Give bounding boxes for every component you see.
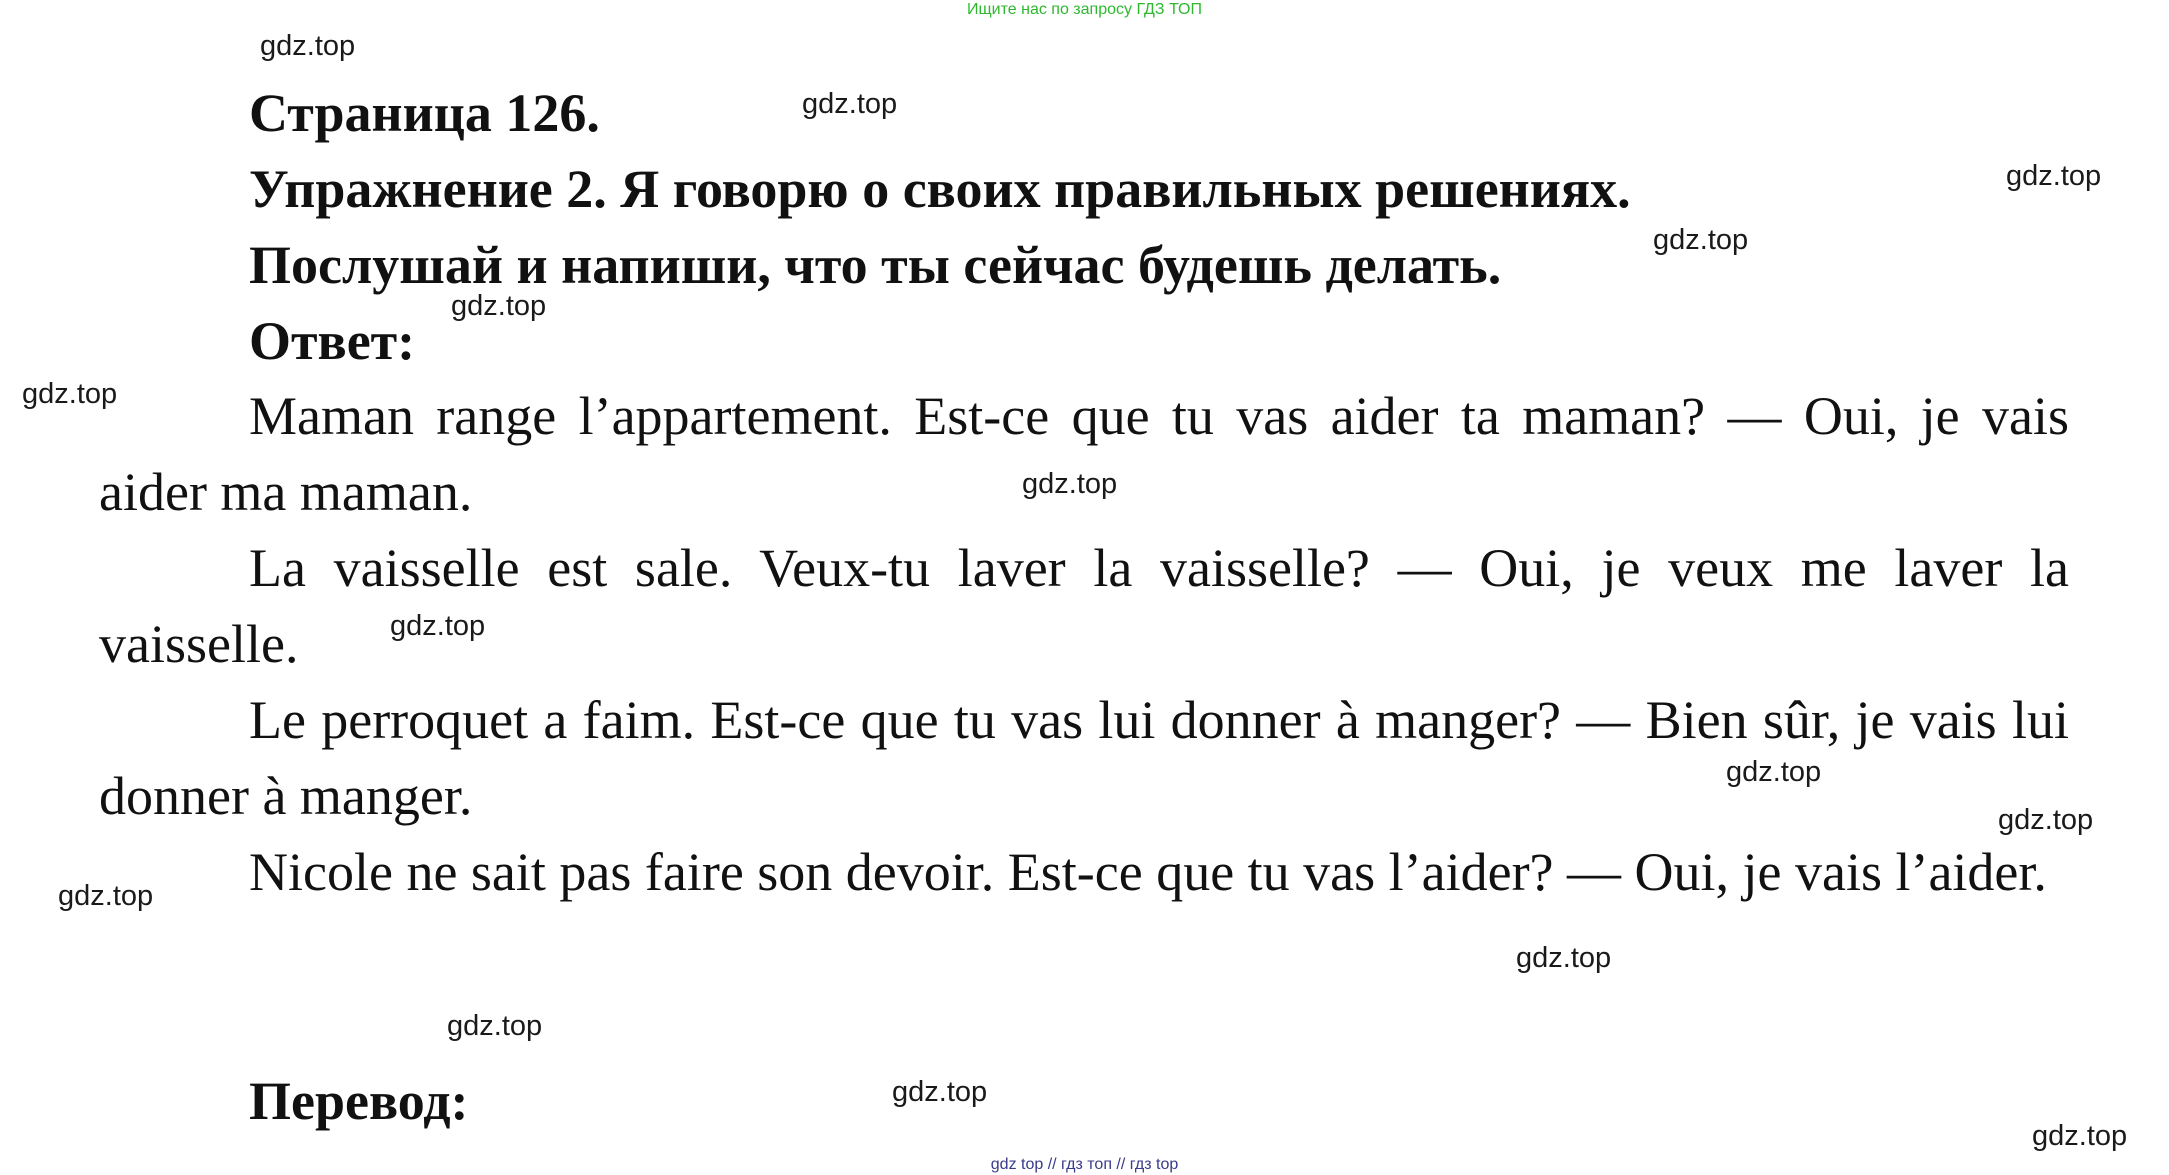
answer-paragraph-3: Le perroquet a faim. Est-ce que tu vas lui donner à manger? — Bien sûr, je vais lui donner à manger.: [99, 690, 2069, 826]
watermark: gdz.top: [22, 378, 118, 410]
watermark: gdz.top: [2006, 160, 2102, 192]
translation-label: Перевод:: [249, 1071, 469, 1131]
watermark: gdz.top: [1516, 942, 1612, 974]
watermark: gdz.top: [892, 1076, 988, 1108]
watermark: gdz.top: [451, 290, 547, 322]
answer-label: Ответ:: [249, 311, 416, 371]
top-banner: Ищите нас по запросу ГДЗ ТОП: [967, 1, 1202, 18]
watermark: gdz.top: [1022, 468, 1118, 500]
watermark: gdz.top: [1653, 224, 1749, 256]
exercise-instruction: Послушай и напиши, что ты сейчас будешь делать.: [249, 235, 1502, 295]
exercise-title: Упражнение 2. Я говорю о своих правильных решениях.: [249, 159, 1631, 219]
footer-links[interactable]: gdz top // гдз топ // гдз top: [990, 1156, 1179, 1173]
page-title: Страница 126.: [249, 83, 600, 143]
answer-paragraph-2: La vaisselle est sale. Veux-tu laver la vaisselle? — Oui, je veux me laver la vaisselle.: [99, 538, 2069, 674]
watermark: gdz.top: [1726, 756, 1822, 788]
watermark: gdz.top: [802, 88, 898, 120]
watermark: gdz.top: [260, 30, 356, 62]
answer-paragraph-1: Maman range l’appartement. Est-ce que tu vas aider ta maman? — Oui, je vais aider ma maman.: [99, 386, 2069, 522]
watermark: gdz.top: [390, 610, 486, 642]
watermark: gdz.top: [58, 880, 154, 912]
watermark: gdz.top: [1998, 804, 2094, 836]
answer-paragraph-4: Nicole ne sait pas faire son devoir. Est-ce que tu vas l’aider? — Oui, je vais l’aider.: [249, 842, 2047, 902]
watermark: gdz.top: [447, 1010, 543, 1042]
watermark: gdz.top: [2032, 1120, 2128, 1152]
